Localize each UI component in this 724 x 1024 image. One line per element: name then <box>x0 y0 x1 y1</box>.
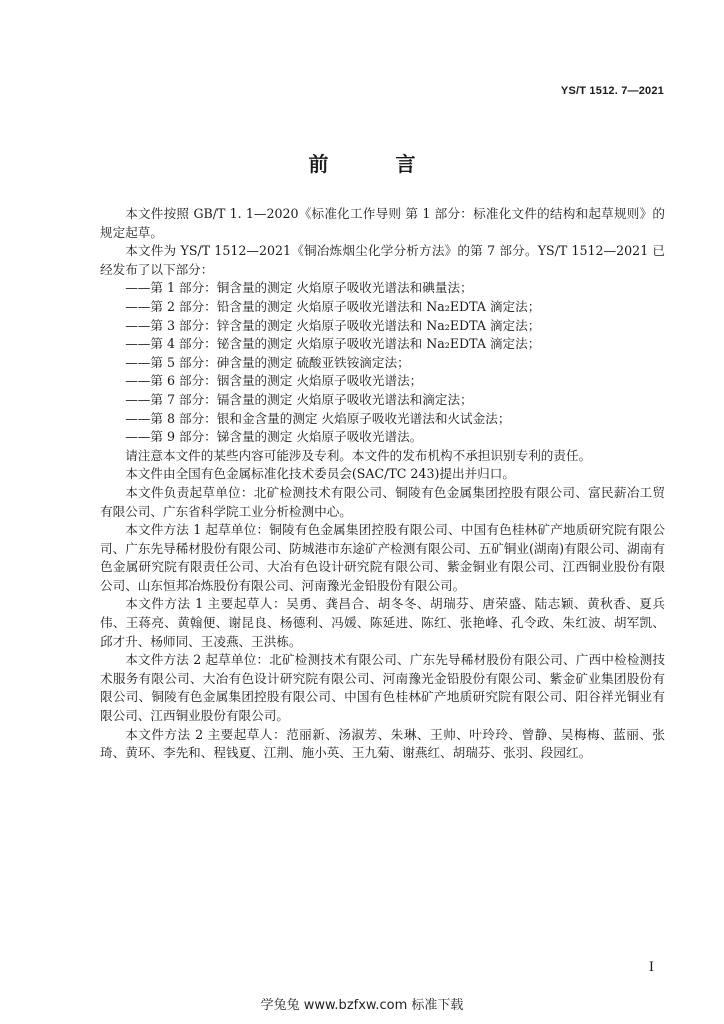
paragraph-method2-drafters: 本文件方法 2 主要起草人：范丽新、汤淑芳、朱琳、王帅、叶玲玲、曾静、吴梅梅、蓝丽、张琦、黄环、李先和、程钱夏、江荆、施小英、王九菊、谢燕红、胡瑞芬、张羽、段园红。 <box>100 726 665 761</box>
paragraph-method1-units: 本文件方法 1 起草单位：铜陵有色金属集团控股有限公司、中国有色桂林矿产地质研究院有限公司、广东先导稀材股份有限公司、防城港市东途矿产检测有限公司、五矿铜业(湖南)有限公司、湖南有色金属研究院有限责任公司、大冶有色设计研究院有限公司、紫金铜业有限公司、江西铜业股份有限公司、山东恒邦冶炼股份有限公司、河南豫光金铅股份有限公司。 <box>100 522 665 593</box>
page-title: 前 言 <box>308 152 446 176</box>
standard-code: YS/T 1512. 7—2021 <box>560 85 664 97</box>
list-item-part-6: ——第 6 部分：铟含量的测定 火焰原子吸收光谱法； <box>125 373 423 389</box>
list-item-part-9: ——第 9 部分：锑含量的测定 火焰原子吸收光谱法。 <box>125 429 423 445</box>
page-number: I <box>648 960 654 975</box>
paragraph-committee: 本文件由全国有色金属标准化技术委员会(SAC/TC 243)提出并归口。 <box>125 466 515 482</box>
paragraph-part-intro: 本文件为 YS/T 1512—2021《铜冶炼烟尘化学分析方法》的第 7 部分。YS/T 1512—2021 已经发布了以下部分： <box>100 243 665 277</box>
paragraph-drafting-rules: 本文件按照 GB/T 1. 1—2020《标准化工作导则 第 1 部分：标准化文件的结构和起草规则》的规定起草。 <box>100 206 665 240</box>
list-item-part-1: ——第 1 部分：铜含量的测定 火焰原子吸收光谱法和碘量法； <box>125 280 473 296</box>
footer-watermark: 学兔兔 www.bzfxw.com 标准下载 <box>260 998 464 1013</box>
list-item-part-5: ——第 5 部分：砷含量的测定 硫酸亚铁铵滴定法； <box>125 354 410 370</box>
list-item-part-3: ——第 3 部分：锌含量的测定 火焰原子吸收光谱法和 Na₂EDTA 滴定法； <box>125 317 541 333</box>
paragraph-method1-drafters: 本文件方法 1 主要起草人：吴勇、龚昌合、胡冬冬、胡瑞芬、唐荣盛、陆志颖、黄秋香、夏兵伟、王蒋亮、黄翰便、谢昆良、杨德利、冯媛、陈延进、陈红、张艳峰、孔令政、朱红波、胡军凯、邱才升、杨师同、王凌燕、王洪栋。 <box>100 596 665 649</box>
list-item-part-4: ——第 4 部分：铋含量的测定 火焰原子吸收光谱法和 Na₂EDTA 滴定法； <box>125 336 541 352</box>
paragraph-patent-notice: 请注意本文件的某些内容可能涉及专利。本文件的发布机构不承担识别专利的责任。 <box>125 447 592 463</box>
paragraph-method2-units: 本文件方法 2 起草单位：北矿检测技术有限公司、广东先导稀材股份有限公司、广西中检检测技术服务有限公司、大冶有色设计研究院有限公司、河南豫光金铅股份有限公司、紫金矿业集团股份有限公司、铜陵有色金属集团控股有限公司、中国有色桂林矿产地质研究院有限公司、阳谷祥光铜业有限公司、江西铜业股份有限公司。 <box>100 652 665 724</box>
foreword-body <box>100 205 665 763</box>
list-item-part-7: ——第 7 部分：镉含量的测定 火焰原子吸收光谱法和滴定法； <box>125 391 473 407</box>
list-item-part-8: ——第 8 部分：银和金含量的测定 火焰原子吸收光谱法和火试金法； <box>125 410 511 426</box>
list-item-part-2: ——第 2 部分：铅含量的测定 火焰原子吸收光谱法和 Na₂EDTA 滴定法； <box>125 298 541 314</box>
paragraph-lead-drafters: 本文件负责起草单位：北矿检测技术有限公司、铜陵有色金属集团控股有限公司、富民薪冶工贸有限公司、广东省科学院工业分析检测中心。 <box>100 484 665 519</box>
